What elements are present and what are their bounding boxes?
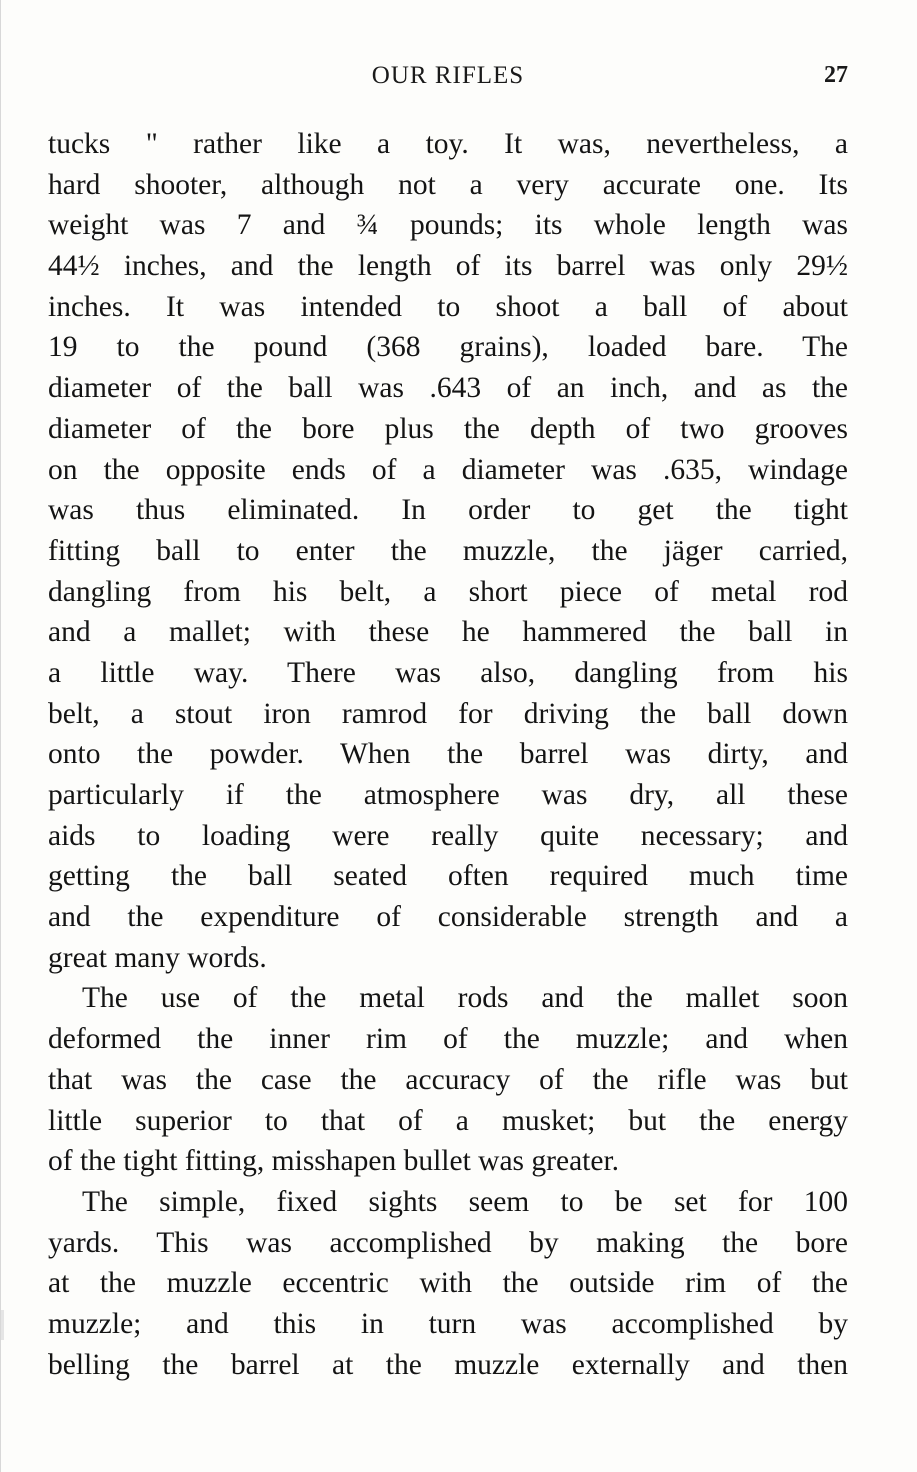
text-line: The simple, fixed sights seem to be set for 100 [82, 1185, 848, 1218]
text-line: inches. It was intended to shoot a ball of about [48, 290, 848, 323]
text-line: little superior to that of a musket; but the energy [48, 1104, 848, 1137]
text-line: that was the case the accuracy of the rifle was but [48, 1063, 848, 1096]
text-line: a little way. There was also, dangling from his [48, 656, 848, 689]
text-line: was thus eliminated. In order to get the tight [48, 494, 848, 527]
text-line: dangling from his belt, a short piece of metal rod [48, 575, 848, 608]
text-line: and a mallet; with these he hammered the ball in [48, 616, 848, 649]
text-line: yards. This was accomplished by making the bore [48, 1226, 848, 1259]
text-line: aids to loading were really quite necessary; and [48, 819, 848, 852]
text-line: fitting ball to enter the muzzle, the jäger carried, [48, 534, 848, 567]
text-line: tucks " rather like a toy. It was, nevertheless, a [48, 128, 848, 160]
text-line: great many words. [48, 941, 267, 974]
text-line: at the muzzle eccentric with the outside rim of the [48, 1267, 848, 1300]
text-line: weight was 7 and ¾ pounds; its whole length was [48, 209, 848, 242]
running-title: OUR RIFLES [371, 62, 525, 89]
text-line: deformed the inner rim of the muzzle; and when [48, 1023, 848, 1056]
text-line: diameter of the bore plus the depth of two grooves [48, 412, 848, 445]
text-line: The use of the metal rods and the mallet soon [82, 982, 848, 1015]
text-line: belling the barrel at the muzzle externally and then [48, 1348, 848, 1381]
text-line: and the expenditure of considerable strength and a [48, 901, 848, 934]
text-line: of the tight fitting, misshapen bullet was greater. [48, 1145, 620, 1178]
page-header [48, 62, 848, 102]
scan-edge-mark [1, 1310, 4, 1340]
text-line: 44½ inches, and the length of its barrel was only 29½ [48, 250, 848, 283]
body-text [48, 124, 848, 1385]
page-number: 27 [824, 62, 848, 88]
text-line: muzzle; and this in turn was accomplished by [48, 1307, 848, 1340]
text-line: diameter of the ball was .643 of an inch, and as the [48, 372, 848, 405]
text-line: 19 to the pound (368 grains), loaded bare. The [48, 331, 848, 364]
text-line: getting the ball seated often required much time [48, 860, 848, 893]
text-line: onto the powder. When the barrel was dirty, and [48, 738, 848, 771]
text-line: on the opposite ends of a diameter was .635, windage [48, 453, 848, 486]
text-line: hard shooter, although not a very accurate one. Its [48, 168, 848, 201]
text-line: belt, a stout iron ramrod for driving the ball down [48, 697, 848, 730]
text-line: particularly if the atmosphere was dry, all these [48, 779, 848, 811]
